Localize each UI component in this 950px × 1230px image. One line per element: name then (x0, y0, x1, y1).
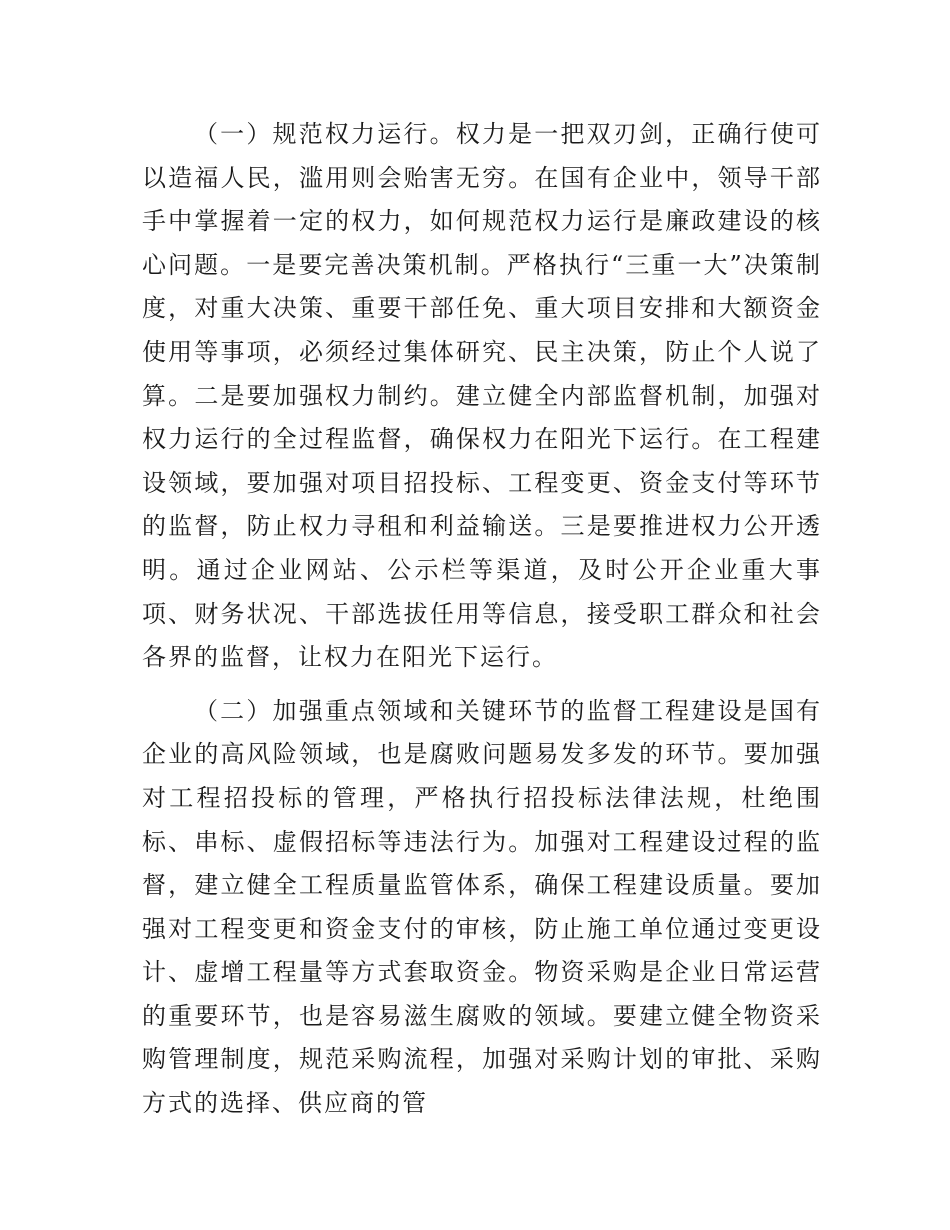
paragraph-key-areas-supervision: （二）加强重点领域和关键环节的监督工程建设是国有企业的高风险领域，也是腐败问题易发多发的环节。要加强对工程招投标的管理，严格执行招投标法律法规，杜绝围标、串标、虚假招标等违法行为。加强对工程建设过程的监督，建立健全工程质量监管体系，确保工程建设质量。要加强对工程变更和资金支付的审核，防止施工单位通过变更设计、虚增工程量等方式套取资金。物资采购是企业日常运营的重要环节，也是容易滋生腐败的领域。要建立健全物资采购管理制度，规范采购流程，加强对采购计划的审批、采购方式的选择、供应商的管 (142, 696, 822, 1118)
paragraph-power-regulation: （一）规范权力运行。权力是一把双刃剑，正确行使可以造福人民，滥用则会贻害无穷。在国有企业中，领导干部手中掌握着一定的权力，如何规范权力运行是廉政建设的核心问题。一是要完善决策机制。严格执行“三重一大”决策制度，对重大决策、重要干部任免、重大项目安排和大额资金使用等事项，必须经过集体研究、民主决策，防止个人说了算。二是要加强权力制约。建立健全内部监督机制，加强对权力运行的全过程监督，确保权力在阳光下运行。在工程建设领域，要加强对项目招投标、工程变更、资金支付等环节的监督，防止权力寻租和利益输送。三是要推进权力公开透明。通过企业网站、公示栏等渠道，及时公开企业重大事项、财务状况、干部选拔任用等信息，接受职工群众和社会各界的监督，让权力在阳光下运行。 (142, 120, 822, 672)
document-body (142, 113, 822, 1126)
